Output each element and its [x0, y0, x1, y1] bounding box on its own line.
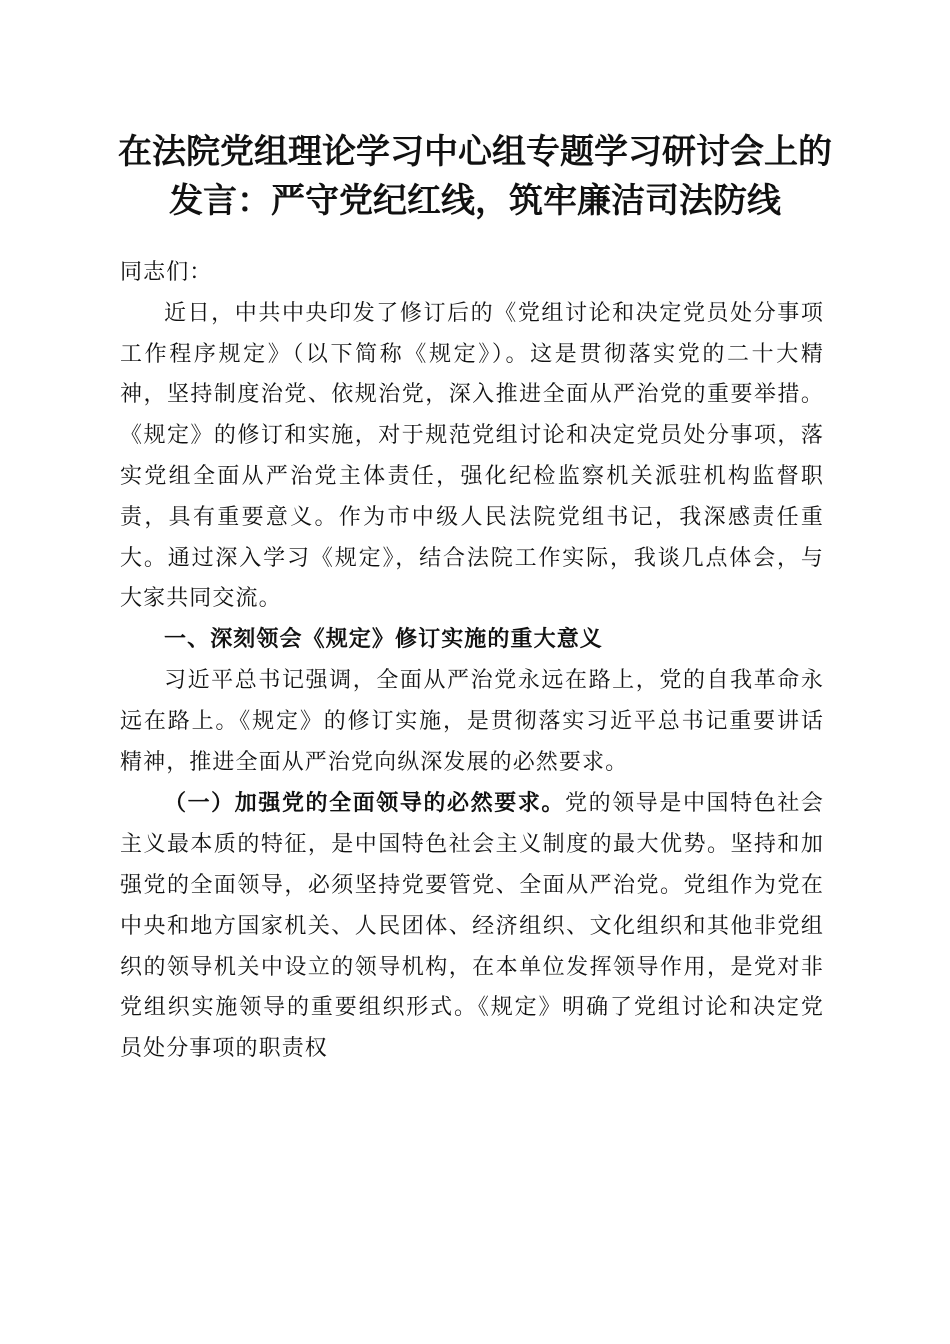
- subsection-heading-1: （一）加强党的全面领导的必然要求。: [164, 790, 566, 817]
- paragraph-intro: 近日，中共中央印发了修订后的《党组讨论和决定党员处分事项工作程序规定》（以下简称《规定》）。这是贯彻落实党的二十大精神，坚持制度治党、依规治党，深入推进全面从严治党的重要举措。《规定》的修订和实施，对于规范党组讨论和决定党员处分事项，落实党组全面从严治党主体责任，强化纪检监察机关派驻机构监督职责，具有重要意义。作为市中级人民法院党组书记，我深感责任重大。通过深入学习《规定》，结合法院工作实际，我谈几点体会，与大家共同交流。: [120, 300, 824, 612]
- document-body: [120, 253, 824, 1070]
- paragraph-section-1: 习近平总书记强调，全面从严治党永远在路上，党的自我革命永远在路上。《规定》的修订实施，是贯彻落实习近平总书记重要讲话精神，推进全面从严治党向纵深发展的必然要求。: [120, 667, 824, 775]
- paragraph-subsection-1: [120, 783, 824, 1070]
- document-title: 在法院党组理论学习中心组专题学习研讨会上的发言：严守党纪红线，筑牢廉洁司法防线: [118, 132, 832, 221]
- salutation: 同志们：: [120, 260, 213, 285]
- section-heading-1: 一、深刻领会《规定》修订实施的重大意义: [164, 627, 603, 653]
- subsection-1-text: 党的领导是中国特色社会主义最本质的特征，是中国特色社会主义制度的最大优势。坚持和加强党的全面领导，必须坚持党要管党、全面从严治党。党组作为党在中央和地方国家机关、人民团体、经济组织、文化组织和其他非党组织的领导机关中设立的领导机构，在本单位发挥领导作用，是党对非党组织实施领导的重要组织形式。《规定》明确了党组讨论和决定党员处分事项的职责权: [120, 791, 825, 1062]
